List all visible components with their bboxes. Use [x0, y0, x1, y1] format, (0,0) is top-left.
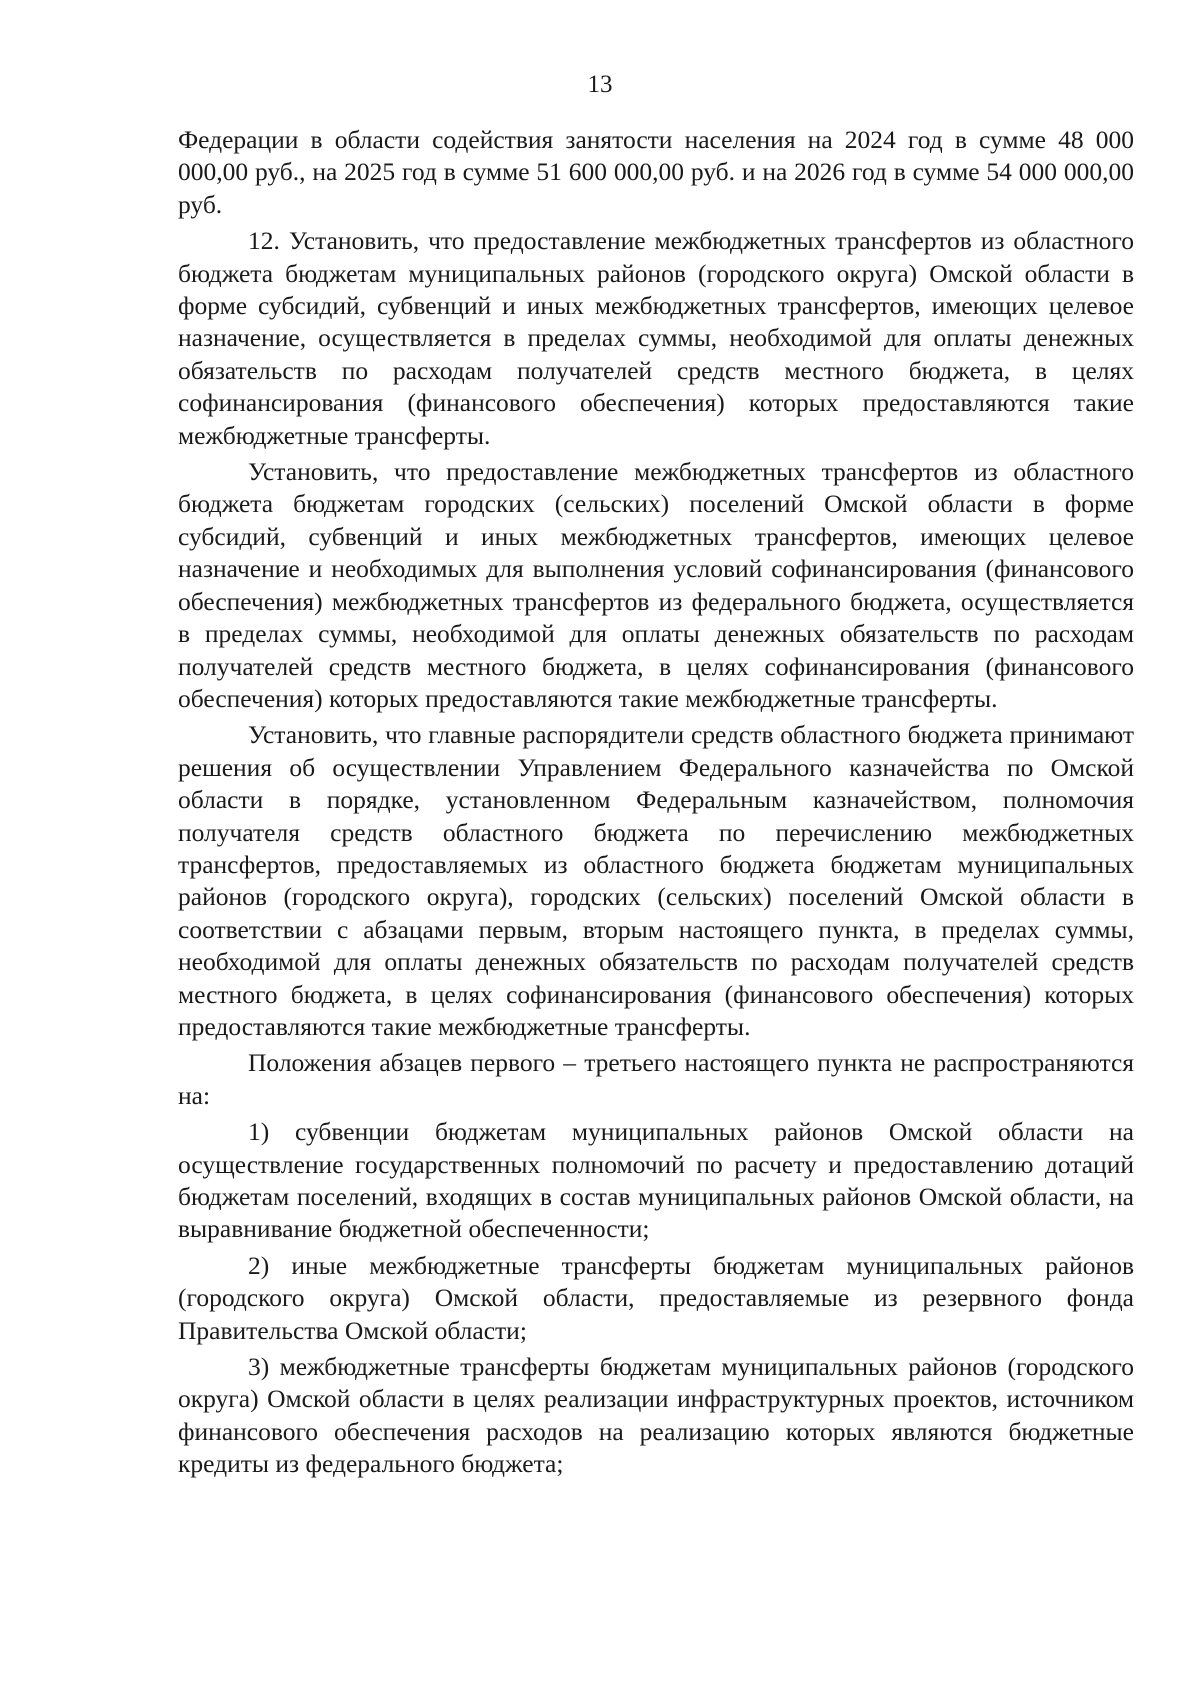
- document-body: [178, 124, 1134, 1481]
- paragraph-settlements-transfers: Установить, что предоставление межбюджетных трансфертов из областного бюджета бюджетам городских (сельских) поселений Омской области в форме субсидий, субвенций и иных межбюджетных трансфертов, имеющих целевое назначение и необходимых для выполнения условий софинансирования (финансового обеспечения) межбюджетных трансфертов из федерального бюджета, осуществляется в пределах суммы, необходимой для оплаты денежных обязательств по расходам получателей средств местного бюджета, в целях софинансирования (финансового обеспечения) которых предоставляются такие межбюджетные трансферты.: [178, 457, 1134, 713]
- list-item-1: 1) субвенции бюджетам муниципальных районов Омской области на осуществление государственных полномочий по расчету и предоставлению дотаций бюджетам поселений, входящих в состав муниципальных районов Омской области, на выравнивание бюджетной обеспеченности;: [178, 1117, 1134, 1244]
- paragraph-exceptions-intro: Положения абзацев первого – третьего настоящего пункта не распространяются на:: [178, 1048, 1134, 1110]
- paragraph-item-12: 12. Установить, что предоставление межбюджетных трансфертов из областного бюджета бюджетам муниципальных районов (городского округа) Омской области в форме субсидий, субвенций и иных межбюджетных трансфертов, имеющих целевое назначение, осуществляется в пределах суммы, необходимой для оплаты денежных обязательств по расходам получателей средств местного бюджета, в целях софинансирования (финансового обеспечения) которых предоставляются такие межбюджетные трансферты.: [178, 226, 1134, 450]
- page-number: 13: [587, 71, 613, 98]
- paragraph-treasury-powers: Установить, что главные распорядители средств областного бюджета принимают решения об осуществлении Управлением Федерального казначейства по Омской области в порядке, установленном Федеральным казначейством, полномочия получателя средств областного бюджета по перечислению межбюджетных трансфертов, предоставляемых из областного бюджета бюджетам муниципальных районов (городского округа), городских (сельских) поселений Омской области в соответствии с абзацами первым, вторым настоящего пункта, в пределах суммы, необходимой для оплаты денежных обязательств по расходам получателей средств местного бюджета, в целях софинансирования (финансового обеспечения) которых предоставляются такие межбюджетные трансферты.: [178, 720, 1134, 1041]
- list-item-2: 2) иные межбюджетные трансферты бюджетам муниципальных районов (городского округа) Омской области, предоставляемые из резервного фонда Правительства Омской области;: [178, 1250, 1134, 1345]
- list-item-3: 3) межбюджетные трансферты бюджетам муниципальных районов (городского округа) Омской области в целях реализации инфраструктурных проектов, источником финансового обеспечения расходов на реализацию которых являются бюджетные кредиты из федерального бюджета;: [178, 1352, 1134, 1479]
- paragraph-continuation: Федерации в области содействия занятости населения на 2024 год в сумме 48 000 000,00 руб., на 2025 год в сумме 51 600 000,00 руб. и на 2026 год в сумме 54 000 000,00 руб.: [178, 125, 1134, 219]
